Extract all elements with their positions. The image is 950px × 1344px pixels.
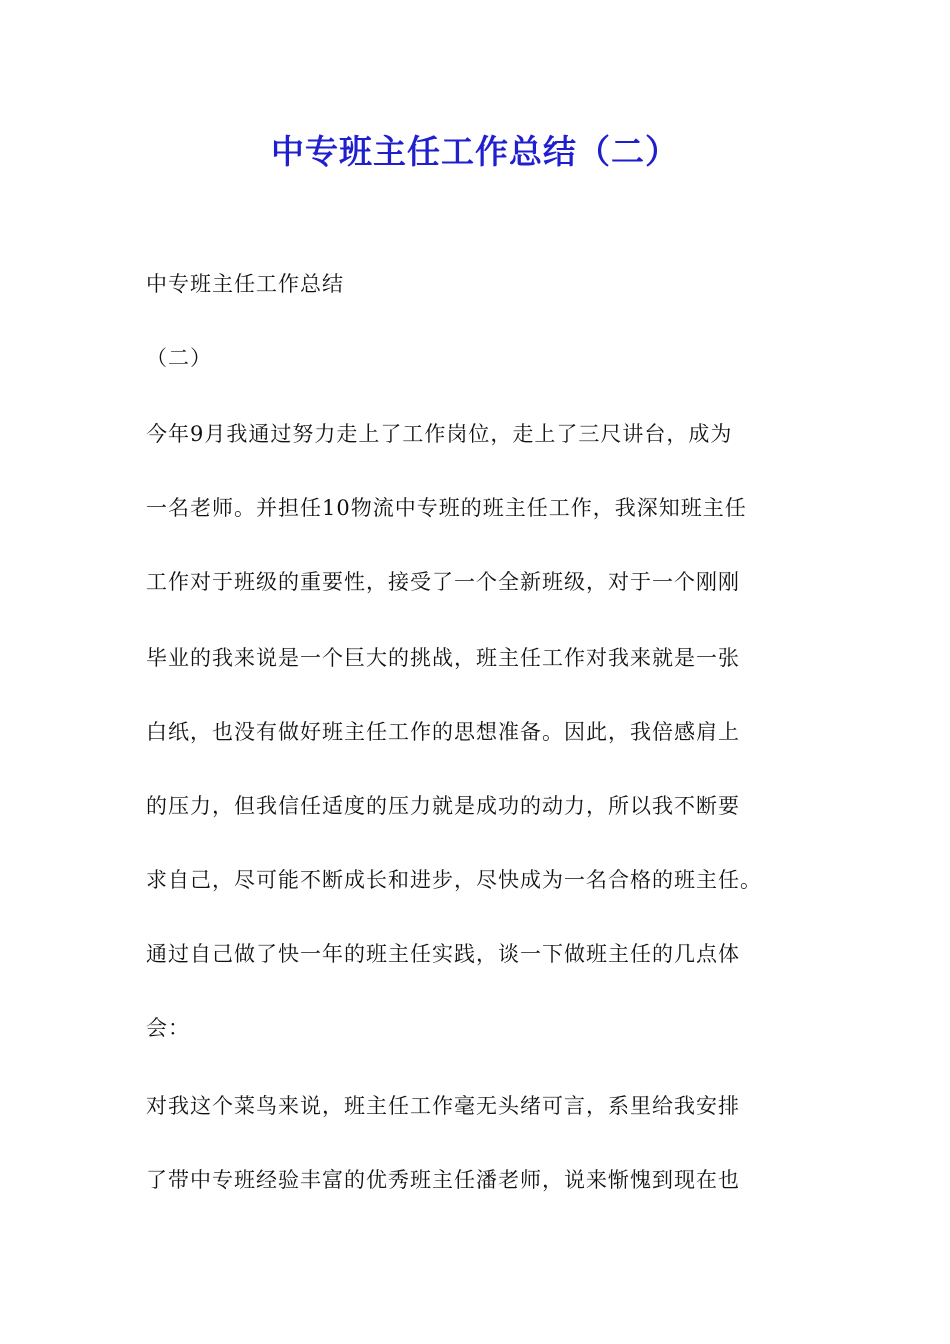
paragraph-line: 对我这个菜鸟来说，班主任工作毫无头绪可言，系里给我安排 — [146, 1094, 740, 1118]
document-title: 中专班主任工作总结（二） — [271, 132, 679, 171]
paragraph-line: 会： — [146, 1016, 190, 1040]
paragraph-line: 的压力，但我信任适度的压力就是成功的动力，所以我不断要 — [146, 794, 740, 818]
paragraph-line: 今年9月我通过努力走上了工作岗位，走上了三尺讲台，成为 — [146, 422, 733, 446]
subtitle-number-line: （二） — [146, 346, 212, 370]
paragraph-line: 一名老师。并担任10物流中专班的班主任工作，我深知班主任 — [146, 496, 747, 520]
paragraph-line: 求自己，尽可能不断成长和进步，尽快成为一名合格的班主任。 — [146, 868, 762, 892]
subtitle-line: 中专班主任工作总结 — [146, 272, 344, 296]
paragraph-line: 白纸，也没有做好班主任工作的思想准备。因此，我倍感肩上 — [146, 720, 740, 744]
paragraph-line: 毕业的我来说是一个巨大的挑战，班主任工作对我来就是一张 — [146, 646, 740, 670]
paragraph-line: 了带中专班经验丰富的优秀班主任潘老师，说来惭愧到现在也 — [146, 1168, 740, 1192]
paragraph-line: 工作对于班级的重要性，接受了一个全新班级，对于一个刚刚 — [146, 570, 740, 594]
paragraph-line: 通过自己做了快一年的班主任实践，谈一下做班主任的几点体 — [146, 942, 740, 966]
